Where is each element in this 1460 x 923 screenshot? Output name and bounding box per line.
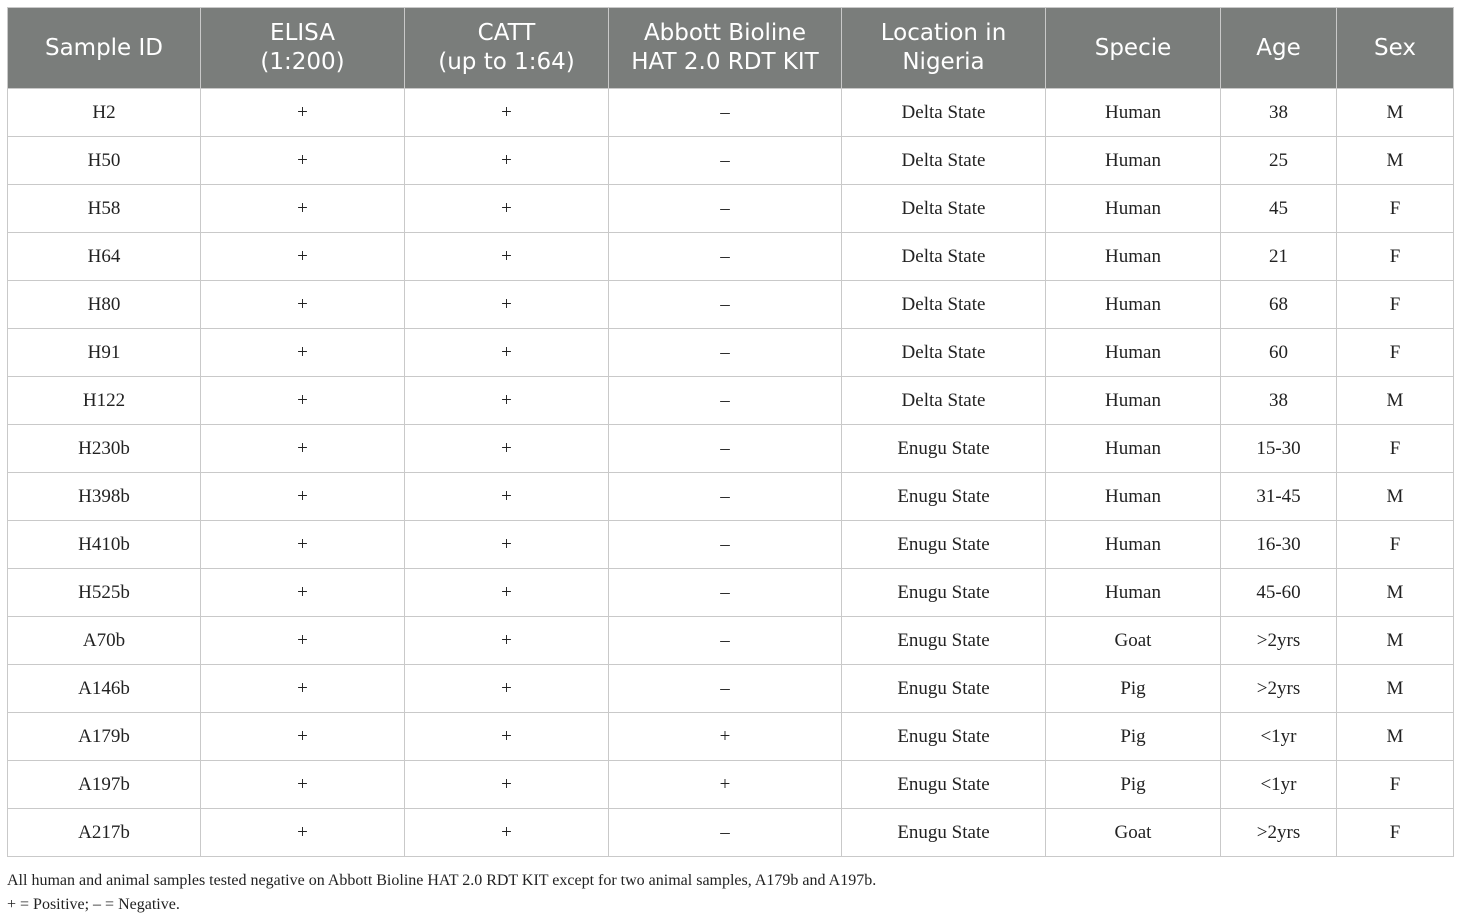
table-cell: H50 (8, 137, 201, 185)
table-row (8, 665, 1454, 713)
table-row (8, 137, 1454, 185)
table-row (8, 521, 1454, 569)
table-cell: + (609, 761, 842, 809)
table-cell: F (1337, 809, 1454, 857)
column-header-line: Location in (880, 20, 1007, 46)
table-cell: <1yr (1221, 713, 1337, 761)
table-cell: >2yrs (1221, 617, 1337, 665)
table-cell: H64 (8, 233, 201, 281)
table-cell: + (405, 569, 609, 617)
table-cell: H58 (8, 185, 201, 233)
table-cell: H525b (8, 569, 201, 617)
table-cell: >2yrs (1221, 809, 1337, 857)
table-cell: + (405, 377, 609, 425)
table-cell: Delta State (842, 89, 1046, 137)
table-cell: Delta State (842, 377, 1046, 425)
table-cell: Human (1046, 185, 1221, 233)
column-header-line: ELISA (270, 20, 335, 46)
column-header (1337, 8, 1454, 89)
table-cell: 16-30 (1221, 521, 1337, 569)
table-cell: Enugu State (842, 521, 1046, 569)
table-cell: 38 (1221, 377, 1337, 425)
table-cell: + (201, 329, 405, 377)
table-cell: Delta State (842, 185, 1046, 233)
table-cell: + (201, 617, 405, 665)
table-cell: Goat (1046, 617, 1221, 665)
table-cell: H91 (8, 329, 201, 377)
table-cell: A197b (8, 761, 201, 809)
column-header-line: Age (1256, 34, 1301, 61)
table-cell: M (1337, 137, 1454, 185)
table-cell: F (1337, 281, 1454, 329)
table-cell: A217b (8, 809, 201, 857)
table-cell: F (1337, 233, 1454, 281)
table-cell: + (405, 185, 609, 233)
table-cell: Delta State (842, 137, 1046, 185)
table-cell: Enugu State (842, 617, 1046, 665)
footnote-legend: + = Positive; – = Negative. (7, 896, 180, 913)
table-cell: Delta State (842, 281, 1046, 329)
table-row (8, 329, 1454, 377)
table-cell: 45-60 (1221, 569, 1337, 617)
table-footnotes (7, 869, 876, 917)
table-cell: – (609, 137, 842, 185)
column-header-line: Abbott Bioline (643, 20, 807, 46)
table-cell: 60 (1221, 329, 1337, 377)
column-header-line: Sample ID (44, 34, 164, 61)
table-cell: + (201, 521, 405, 569)
table-cell: Human (1046, 473, 1221, 521)
table-cell: M (1337, 473, 1454, 521)
table-cell: + (201, 233, 405, 281)
table-cell: + (405, 665, 609, 713)
results-table-container (7, 7, 1453, 857)
table-cell: Human (1046, 377, 1221, 425)
column-header (609, 8, 842, 89)
table-cell: M (1337, 89, 1454, 137)
table-cell: + (405, 137, 609, 185)
table-row (8, 809, 1454, 857)
table-cell: Goat (1046, 809, 1221, 857)
table-cell: 21 (1221, 233, 1337, 281)
table-cell: + (201, 713, 405, 761)
table-cell: 45 (1221, 185, 1337, 233)
table-cell: >2yrs (1221, 665, 1337, 713)
table-cell: H122 (8, 377, 201, 425)
table-cell: + (405, 89, 609, 137)
table-cell: Human (1046, 233, 1221, 281)
table-cell: F (1337, 425, 1454, 473)
table-cell: M (1337, 569, 1454, 617)
table-cell: – (609, 233, 842, 281)
table-cell: Pig (1046, 761, 1221, 809)
table-cell: Enugu State (842, 713, 1046, 761)
table-cell: + (201, 185, 405, 233)
table-cell: + (201, 137, 405, 185)
table-cell: – (609, 281, 842, 329)
table-row (8, 713, 1454, 761)
column-header-line: HAT 2.0 RDT KIT (631, 49, 819, 75)
table-cell: H398b (8, 473, 201, 521)
table-cell: Human (1046, 137, 1221, 185)
table-cell: + (405, 473, 609, 521)
table-cell: + (201, 473, 405, 521)
table-cell: F (1337, 521, 1454, 569)
table-cell: Delta State (842, 233, 1046, 281)
table-cell: Enugu State (842, 569, 1046, 617)
table-cell: – (609, 665, 842, 713)
footnote: All human and animal samples tested negative on Abbott Bioline HAT 2.0 RDT KIT except for two animal samples, A179b and A197b. (7, 872, 877, 889)
table-cell: 38 (1221, 89, 1337, 137)
table-cell: Human (1046, 89, 1221, 137)
table-cell: Pig (1046, 665, 1221, 713)
table-cell: – (609, 473, 842, 521)
table-row (8, 185, 1454, 233)
table-cell: Enugu State (842, 809, 1046, 857)
table-cell: + (405, 233, 609, 281)
column-header-line: Nigeria (902, 49, 985, 75)
table-cell: + (201, 761, 405, 809)
table-cell: – (609, 377, 842, 425)
table-cell: Enugu State (842, 425, 1046, 473)
table-cell: 25 (1221, 137, 1337, 185)
table-cell: + (201, 281, 405, 329)
table-cell: Human (1046, 281, 1221, 329)
table-cell: H230b (8, 425, 201, 473)
column-header-line: CATT (477, 20, 536, 46)
table-cell: M (1337, 617, 1454, 665)
column-header-line: (up to 1:64) (438, 49, 575, 75)
table-row (8, 569, 1454, 617)
table-cell: F (1337, 761, 1454, 809)
table-cell: – (609, 521, 842, 569)
table-cell: F (1337, 329, 1454, 377)
table-cell: 31-45 (1221, 473, 1337, 521)
table-row (8, 377, 1454, 425)
table-row (8, 233, 1454, 281)
column-header (842, 8, 1046, 89)
table-row (8, 89, 1454, 137)
table-cell: Delta State (842, 329, 1046, 377)
table-cell: + (201, 809, 405, 857)
table-cell: + (405, 713, 609, 761)
table-cell: – (609, 425, 842, 473)
table-cell: 15-30 (1221, 425, 1337, 473)
table-cell: + (405, 761, 609, 809)
column-header-line: Sex (1374, 34, 1416, 61)
table-cell: – (609, 809, 842, 857)
table-cell: – (609, 185, 842, 233)
column-header (1046, 8, 1221, 89)
table-cell: H2 (8, 89, 201, 137)
table-cell: Enugu State (842, 761, 1046, 809)
table-cell: Enugu State (842, 473, 1046, 521)
table-row (8, 425, 1454, 473)
table-row (8, 473, 1454, 521)
table-cell: + (201, 425, 405, 473)
table-cell: + (201, 569, 405, 617)
table-cell: <1yr (1221, 761, 1337, 809)
table-cell: – (609, 89, 842, 137)
table-cell: M (1337, 713, 1454, 761)
table-cell: – (609, 617, 842, 665)
table-cell: M (1337, 665, 1454, 713)
table-cell: + (405, 809, 609, 857)
table-cell: Human (1046, 521, 1221, 569)
table-cell: Pig (1046, 713, 1221, 761)
table-cell: A179b (8, 713, 201, 761)
table-cell: – (609, 329, 842, 377)
table-cell: M (1337, 377, 1454, 425)
table-row (8, 617, 1454, 665)
table-cell: 68 (1221, 281, 1337, 329)
table-cell: + (609, 713, 842, 761)
table-header-row (8, 8, 1454, 89)
table-cell: F (1337, 185, 1454, 233)
column-header (1221, 8, 1337, 89)
table-cell: + (405, 617, 609, 665)
table-cell: – (609, 569, 842, 617)
table-cell: + (201, 665, 405, 713)
table-cell: H80 (8, 281, 201, 329)
table-body (8, 89, 1454, 857)
table-cell: H410b (8, 521, 201, 569)
table-cell: Enugu State (842, 665, 1046, 713)
table-cell: + (405, 425, 609, 473)
column-header (8, 8, 201, 89)
table-cell: + (405, 329, 609, 377)
table-cell: Human (1046, 329, 1221, 377)
column-header-line: Specie (1094, 34, 1172, 61)
table-cell: + (201, 377, 405, 425)
column-header (201, 8, 405, 89)
column-header-line: (1:200) (260, 49, 345, 75)
table-cell: + (201, 89, 405, 137)
table-cell: Human (1046, 425, 1221, 473)
results-table (7, 7, 1454, 857)
table-cell: A70b (8, 617, 201, 665)
table-cell: + (405, 281, 609, 329)
table-row (8, 281, 1454, 329)
table-cell: + (405, 521, 609, 569)
table-cell: Human (1046, 569, 1221, 617)
table-row (8, 761, 1454, 809)
table-cell: A146b (8, 665, 201, 713)
column-header (405, 8, 609, 89)
